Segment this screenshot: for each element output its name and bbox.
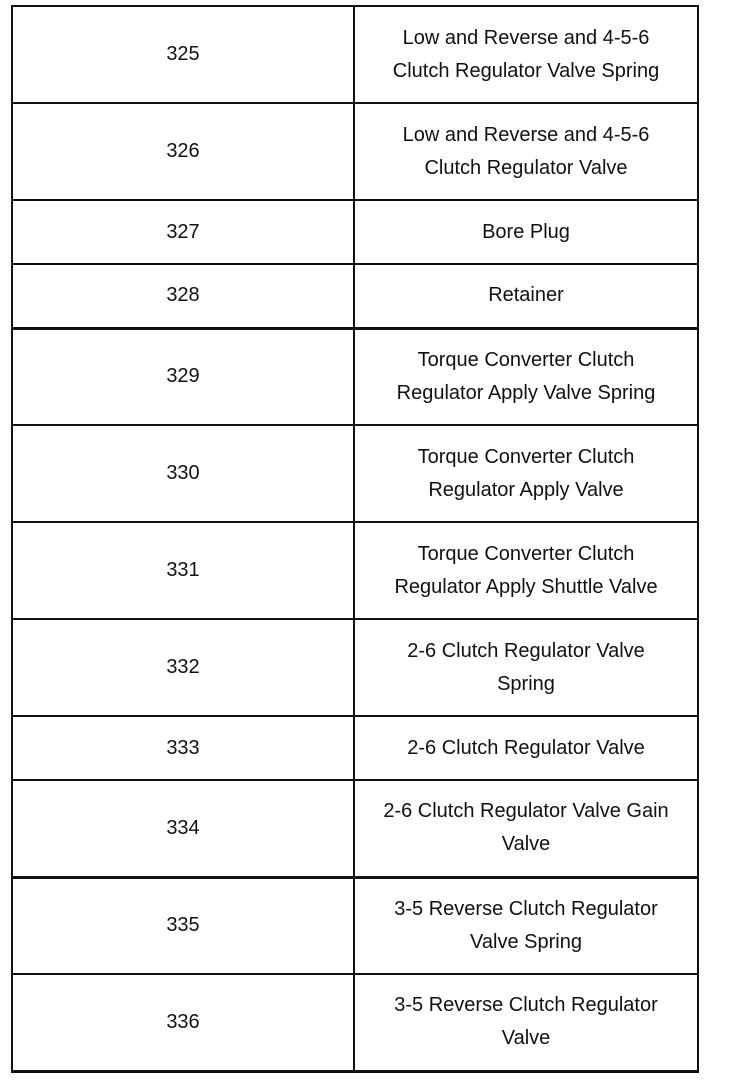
table-row (12, 877, 698, 974)
part-description (354, 780, 698, 877)
part-number: 327 (12, 200, 354, 264)
table-row (12, 780, 698, 877)
part-number: 335 (12, 877, 354, 974)
part-number: 331 (12, 522, 354, 619)
table-row (12, 328, 698, 425)
part-number: 325 (12, 6, 354, 103)
part-description-text: Low and Reverse and 4-5-6 Clutch Regulator Valve (402, 123, 650, 179)
part-description (354, 6, 698, 103)
part-number: 334 (12, 780, 354, 877)
table-row (12, 619, 698, 716)
part-description (354, 328, 698, 425)
part-description (354, 877, 698, 974)
part-number: 333 (12, 716, 354, 780)
part-description-text: 2-6 Clutch Regulator Valve Spring (407, 639, 645, 695)
part-description-text: Torque Converter Clutch Regulator Apply Shuttle Valve (394, 542, 658, 598)
table-row (12, 264, 698, 328)
part-number: 332 (12, 619, 354, 716)
part-description (354, 974, 698, 1071)
part-description-text: Torque Converter Clutch Regulator Apply Valve (417, 445, 635, 501)
part-description-text: 3-5 Reverse Clutch Regulator Valve (394, 994, 658, 1050)
part-description-text: 2-6 Clutch Regulator Valve Gain Valve (383, 800, 669, 856)
part-number: 328 (12, 264, 354, 328)
parts-table (11, 5, 699, 1073)
table-row (12, 6, 698, 103)
part-description (354, 200, 698, 264)
part-number: 336 (12, 974, 354, 1071)
part-description-text: Torque Converter Clutch Regulator Apply Valve Spring (396, 348, 656, 404)
part-description-text: 3-5 Reverse Clutch Regulator Valve Spring (394, 897, 658, 953)
table-row (12, 425, 698, 522)
table-row (12, 522, 698, 619)
part-number: 326 (12, 103, 354, 200)
part-number: 329 (12, 328, 354, 425)
part-number: 330 (12, 425, 354, 522)
table-row (12, 200, 698, 264)
part-description (354, 522, 698, 619)
part-description (354, 716, 698, 780)
part-description (354, 264, 698, 328)
part-description-text: 2-6 Clutch Regulator Valve (407, 736, 645, 759)
part-description-text: Low and Reverse and 4-5-6 Clutch Regulator Valve Spring (392, 26, 660, 82)
part-description (354, 103, 698, 200)
table-row (12, 716, 698, 780)
table-row (12, 103, 698, 200)
part-description-text: Bore Plug (482, 220, 570, 243)
table-row (12, 974, 698, 1071)
part-description (354, 619, 698, 716)
part-description (354, 425, 698, 522)
part-description-text: Retainer (488, 284, 564, 307)
